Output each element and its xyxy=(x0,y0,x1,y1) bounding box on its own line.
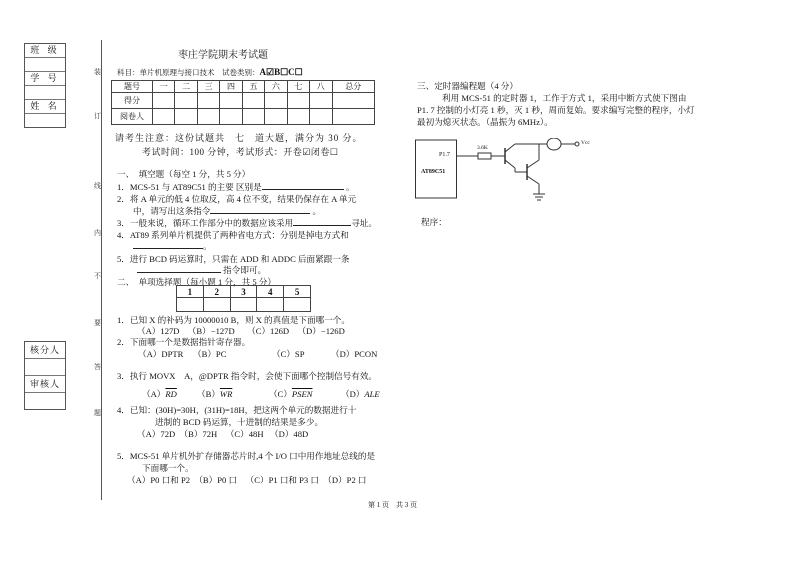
reviewer-field xyxy=(25,393,65,409)
choice-q5b: 下面哪一个。 xyxy=(142,463,194,473)
score-table-header xyxy=(112,81,375,93)
option-signal: $\overline{RD}$ xyxy=(165,389,177,399)
option: （C）P1 口和 P3 口 xyxy=(245,475,319,485)
choice-q5-options xyxy=(127,474,367,486)
option: （A）P0 口和 P2 xyxy=(127,475,191,485)
answer-header: 1 xyxy=(177,286,204,298)
option: （A）72D xyxy=(137,429,176,439)
binding-char: 装 xyxy=(94,68,101,76)
notice-line-2: 考试时间：100 分钟，考试形式：开卷☑闭卷☐ xyxy=(142,147,339,157)
answer-cell[interactable] xyxy=(203,298,230,312)
notice-line-1: 请考生注意：这份试题共 七 道大题，满分为 30 分。 xyxy=(115,133,363,143)
q-text: 1．MCS-51 与 AT89C51 的主要 区别是 xyxy=(117,182,262,192)
binding-char: 线 xyxy=(94,182,101,190)
section3-line-3: 最初为熄灭状态。（晶振为 6MHz）。 xyxy=(417,117,553,127)
q-text: 中，请写出这条指令 xyxy=(133,206,211,216)
option: （C）SP xyxy=(272,349,305,359)
grader-row xyxy=(112,109,375,125)
name-label: 姓 名 xyxy=(25,100,65,114)
q-text: 3．一般来说，循环工作部分中的数据应该采用 xyxy=(117,218,294,228)
option-signal: $\overline{WR}$ xyxy=(219,389,233,399)
q-text: 。 xyxy=(345,182,355,192)
option: （C）126D xyxy=(247,326,290,336)
resistor-label: 3.6K xyxy=(477,145,488,151)
binding-char: 不 xyxy=(94,272,101,280)
header-cell: 总分 xyxy=(332,81,375,93)
q-text: 寻址。 xyxy=(351,218,377,228)
section2-title: 二、 单项选择题（每小题 1 分，共 5 分） xyxy=(117,277,276,287)
choice-q4-options xyxy=(137,428,308,440)
header-cell: 五 xyxy=(242,81,264,93)
fill-q4b xyxy=(133,240,212,252)
header-cell: 二 xyxy=(175,81,197,93)
option-letter: （D） xyxy=(341,389,365,399)
fill-q4: 4．AT89 系列单片机提供了两种省电方式：分别是掉电方式和 xyxy=(117,230,349,240)
score-row xyxy=(112,93,375,109)
option: （B）PC xyxy=(193,349,227,359)
exam-title: 枣庄学院期末考试题 xyxy=(178,50,268,61)
subject-line xyxy=(117,67,303,78)
answer-blank[interactable] xyxy=(210,205,310,214)
fill-q3 xyxy=(117,217,377,229)
program-label: 程序： xyxy=(421,217,447,227)
header-cell: 七 xyxy=(287,81,309,93)
option-letter: （A） xyxy=(142,389,166,399)
header-cell: 四 xyxy=(220,81,242,93)
row-label: 得分 xyxy=(112,93,153,109)
score-table xyxy=(111,80,375,125)
answer-blank[interactable] xyxy=(262,181,344,190)
option: （D）48D xyxy=(270,429,309,439)
section3-title: 三、定时器编程题（4 分） xyxy=(417,81,518,91)
header-cell: 题号 xyxy=(112,81,153,93)
option-letter: （B） xyxy=(197,389,220,399)
option: （A）127D xyxy=(137,326,180,336)
class-field[interactable] xyxy=(25,58,65,72)
pin-label: P1.7 xyxy=(439,152,450,158)
class-label: 班 级 xyxy=(25,44,65,58)
answer-header: 5 xyxy=(284,286,311,298)
answer-table xyxy=(176,285,311,312)
option: （C）48H xyxy=(225,429,264,439)
answer-blank[interactable] xyxy=(137,264,221,273)
score-checker-label: 核分人 xyxy=(25,342,65,359)
answer-blank[interactable] xyxy=(133,240,203,249)
option: （A）DPTR xyxy=(138,349,184,359)
row-label: 阅卷人 xyxy=(112,109,153,125)
header-cell: 六 xyxy=(265,81,287,93)
section3-line-2: P1. 7 控制的小灯亮 1 秒，灭 1 秒，周而复始。要求编写完整的程序，小灯 xyxy=(417,105,695,115)
choice-q5: 5．MCS-51 单片机外扩存储器芯片时,4 个 I/O 口中用作地址总线的是 xyxy=(117,451,376,461)
name-field[interactable] xyxy=(25,114,65,127)
binding-char: 答 xyxy=(94,363,101,371)
paper-type: A☑B☐C☐ xyxy=(259,67,303,77)
fill-q1 xyxy=(117,181,354,193)
fill-q5b xyxy=(137,264,266,276)
student-id-label: 学 号 xyxy=(25,72,65,86)
reviewer-box xyxy=(24,341,66,410)
score-checker-field xyxy=(25,359,65,376)
binding-char: 订 xyxy=(94,112,101,120)
answer-cell[interactable] xyxy=(177,298,204,312)
answer-header: 3 xyxy=(230,286,257,298)
binding-char: 题 xyxy=(94,409,101,417)
answer-header: 4 xyxy=(257,286,284,298)
option: （B）P0 口 xyxy=(194,475,238,485)
section3-line-1: 利用 MCS-51 的定时器 1，工作于方式 1，采用中断方式使下图由 xyxy=(442,93,687,103)
answer-blank[interactable] xyxy=(293,217,351,226)
header-cell: 八 xyxy=(310,81,332,93)
option: （B）72H xyxy=(179,429,218,439)
option: （D）P2 口 xyxy=(323,475,367,485)
option-letter: （C） xyxy=(269,389,292,399)
q-text: 。 xyxy=(203,241,212,251)
circuit-diagram xyxy=(415,138,590,210)
choice-q1: 1．已知 X 的补码为 10000010 B，则 X 的真值是下面哪一个。 xyxy=(117,315,350,325)
student-info-box xyxy=(24,43,66,128)
section1-title: 一、 填空题（每空 1 分，共 5 分） xyxy=(117,169,251,179)
q-text: 指令即可。 xyxy=(223,265,267,275)
binding-line xyxy=(101,40,102,500)
binding-char: 内 xyxy=(94,229,101,237)
reviewer-label: 审核人 xyxy=(25,376,65,393)
answer-header: 2 xyxy=(203,286,230,298)
option: （B）−127D xyxy=(187,326,235,336)
q-text: 。 xyxy=(312,206,322,216)
choice-q2: 2．下面哪一个是数据指针寄存器。 xyxy=(117,337,251,347)
answer-cell[interactable] xyxy=(230,298,257,312)
binding-char: 要 xyxy=(94,319,101,327)
fill-q2b xyxy=(133,205,321,217)
header-cell: 一 xyxy=(153,81,175,93)
fill-q5: 5．进行 BCD 码运算时，只需在 ADD 和 ADDC 后面紧跟一条 xyxy=(117,254,350,264)
answer-cell[interactable] xyxy=(284,298,311,312)
choice-q4b: 进制的 BCD 码运算，十进制的结果是多少。 xyxy=(155,417,324,427)
page-footer: 第 1 页 共 3 页 xyxy=(368,501,417,509)
answer-cell[interactable] xyxy=(257,298,284,312)
option-signal: ALE xyxy=(364,389,380,399)
header-cell: 三 xyxy=(197,81,219,93)
option: （D）−126D xyxy=(297,326,345,336)
chip-label: AT89C51 xyxy=(421,169,446,175)
option: （D）PCON xyxy=(331,349,378,359)
choice-q3: 3．执行 MOVX A，@DPTR 指令时，会使下面哪个控制信号有效。 xyxy=(117,371,378,381)
student-id-field[interactable] xyxy=(25,86,65,100)
vcc-label: Vcc xyxy=(581,140,590,146)
choice-q4: 4．已知：(30H)=30H，(31H)=18H，把这两个单元的数据进行十 xyxy=(117,405,357,415)
option-signal: PSEN xyxy=(291,389,313,399)
fill-q2: 2．将 A 单元的低 4 位取反，高 4 位不变，结果仍保存在 A 单元 xyxy=(117,194,357,204)
subject-text: 科目：单片机原理与接口技术 试卷类别： xyxy=(117,68,260,77)
